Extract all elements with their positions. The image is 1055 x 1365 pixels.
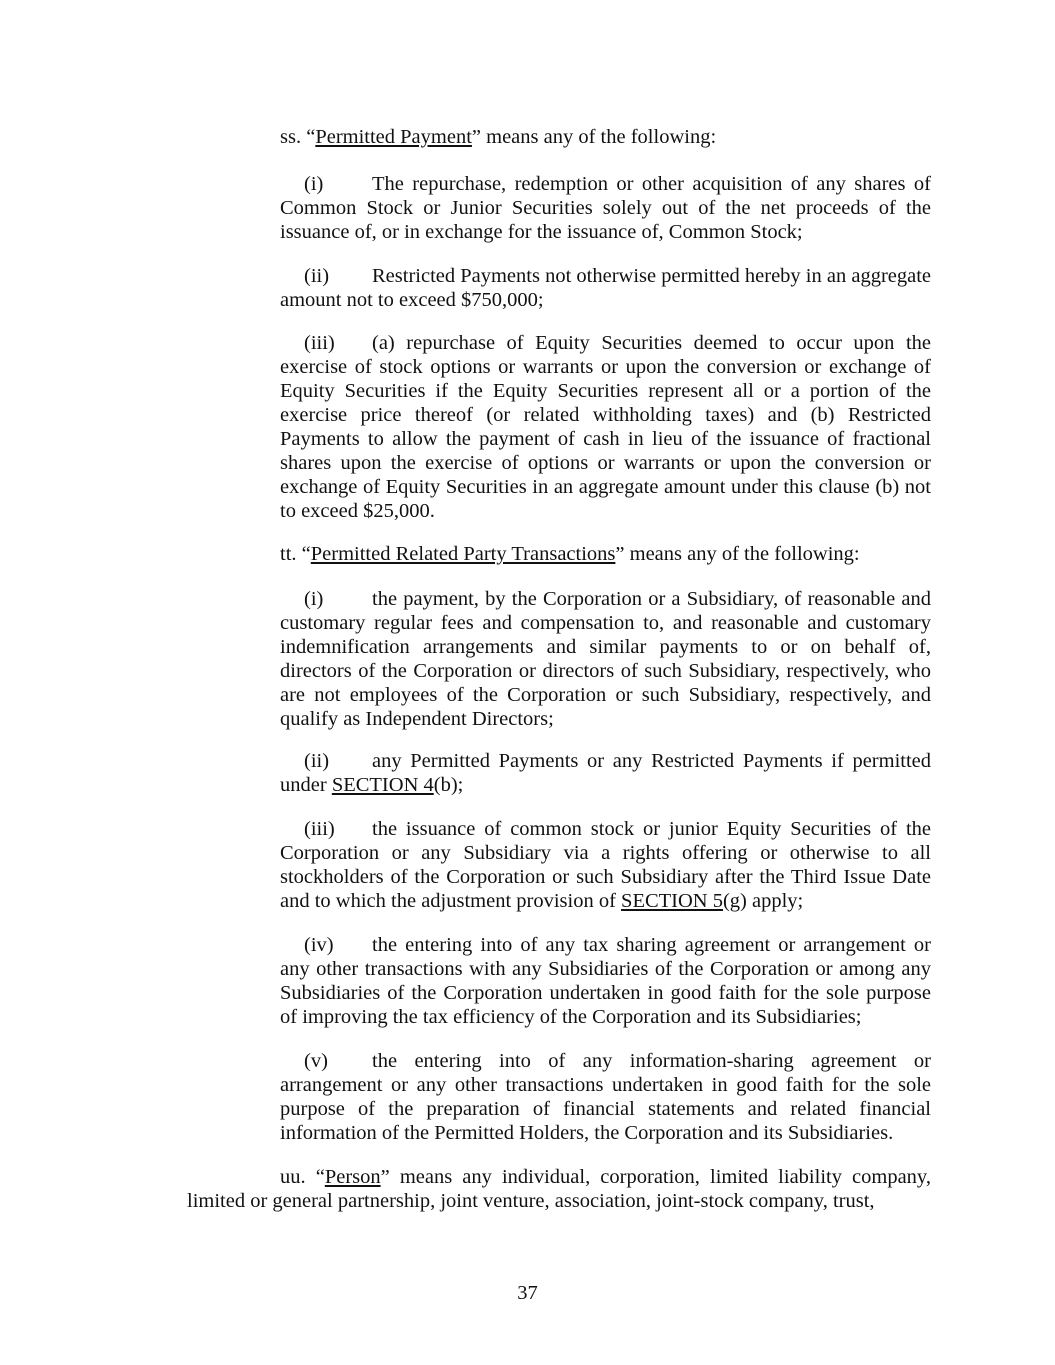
clause-text-end: (g) apply; <box>722 890 804 912</box>
clause-tt-iv <box>280 933 931 1029</box>
clause-text: the issuance of common stock or junior Equity Securities of the Corporation or any Subsidiary via a rights offering or otherwise to all stockholders of the Corporation or such Subsidiary after the Third Issue Date and to which the adjustment provision of <box>280 818 931 912</box>
clause-text-end: (b); <box>433 774 464 796</box>
page-number: 37 <box>517 1282 538 1304</box>
section-reference-link[interactable]: SECTION 4 <box>331 774 434 796</box>
clause-number: (ii) <box>304 750 330 772</box>
clause-text: (a) repurchase of Equity Securities deemed to occur upon the exercise of stock options or warrants or upon the conversion or exchange of Equity Securities if the Equity Securities represent all or a portion of the exercise price thereof (or related withholding taxes) and (b) Restricted Payments to allow the payment of cash in lieu of the issuance of fractional shares upon the exercise of options or warrants or upon the conversion or exchange of Equity Securities in an aggregate amount under this clause (b) not to exceed $25,000. <box>280 332 931 522</box>
clause-tt-i <box>280 587 931 731</box>
definition-tail: means any individual, corporation, limited liability company, limited or general partnership, joint venture, association, joint-stock company, trust, <box>187 1166 931 1212</box>
clause-ss-iii <box>280 331 931 523</box>
definition-heading-ss: ss. “Permitted Payment” means any of the following: <box>280 126 717 148</box>
definition-tail: means any of the following: <box>481 126 717 148</box>
clause-number: (ii) <box>304 265 330 287</box>
clause-text: the entering into of any information-sharing agreement or arrangement or any other transactions undertaken in good faith for the sole purpose of the preparation of financial statements and related financial information of the Permitted Holders, the Corporation and its Subsidiaries. <box>280 1050 931 1144</box>
definition-letter: ss. <box>280 126 302 148</box>
clause-tt-iii <box>280 817 931 913</box>
defined-term: Permitted Related Party Transactions <box>310 543 616 565</box>
definition-heading-tt: tt. “Permitted Related Party Transactions” means any of the following: <box>280 543 860 565</box>
clause-text: any Permitted Payments or any Restricted Payments if permitted under <box>280 750 931 796</box>
clause-text: Restricted Payments not otherwise permitted hereby in an aggregate amount not to exceed $750,000; <box>280 265 932 311</box>
clause-tt-v <box>280 1049 931 1145</box>
definition-tail: means any of the following: <box>624 543 860 565</box>
clause-text: The repurchase, redemption or other acquisition of any shares of Common Stock or Junior Securities solely out of the net proceeds of the issuance of, or in exchange for the issuance of, Common Stock; <box>280 173 931 243</box>
defined-term: Permitted Payment <box>315 126 472 148</box>
clause-number: (i) <box>304 588 324 610</box>
clause-text: the payment, by the Corporation or a Subsidiary, of reasonable and customary regular fees and compensation to, and reasonable and customary indemnification arrangements and similar payments to or on behalf of, directors of the Corporation or directors of such Subsidiary, respectively, who are not employees of the Corporation or such Subsidiary, respectively, and qualify as Independent Directors; <box>280 588 931 730</box>
definition-uu: uu. “Person” means any individual, corporation, limited liability company, limited or general partnership, joint venture, association, joint-stock company, trust, <box>187 1166 931 1212</box>
clause-number: (iii) <box>304 818 335 840</box>
definition-letter: tt. <box>280 543 297 565</box>
clause-text: the entering into of any tax sharing agreement or arrangement or any other transactions with any Subsidiaries of the Corporation or among any Subsidiaries of the Corporation undertaken in good faith for the sole purpose of improving the tax efficiency of the Corporation and its Subsidiaries; <box>280 934 931 1028</box>
clause-ss-i <box>280 172 931 244</box>
clause-number: (iii) <box>304 332 335 354</box>
clause-number: (i) <box>304 173 324 195</box>
section-reference-link[interactable]: SECTION 5 <box>621 890 723 912</box>
clause-tt-ii <box>280 749 931 797</box>
clause-number: (iv) <box>304 934 334 956</box>
clause-ss-ii <box>280 264 931 312</box>
defined-term: Person <box>324 1166 381 1188</box>
clause-number: (v) <box>304 1050 328 1072</box>
definition-letter: uu. <box>280 1166 306 1188</box>
